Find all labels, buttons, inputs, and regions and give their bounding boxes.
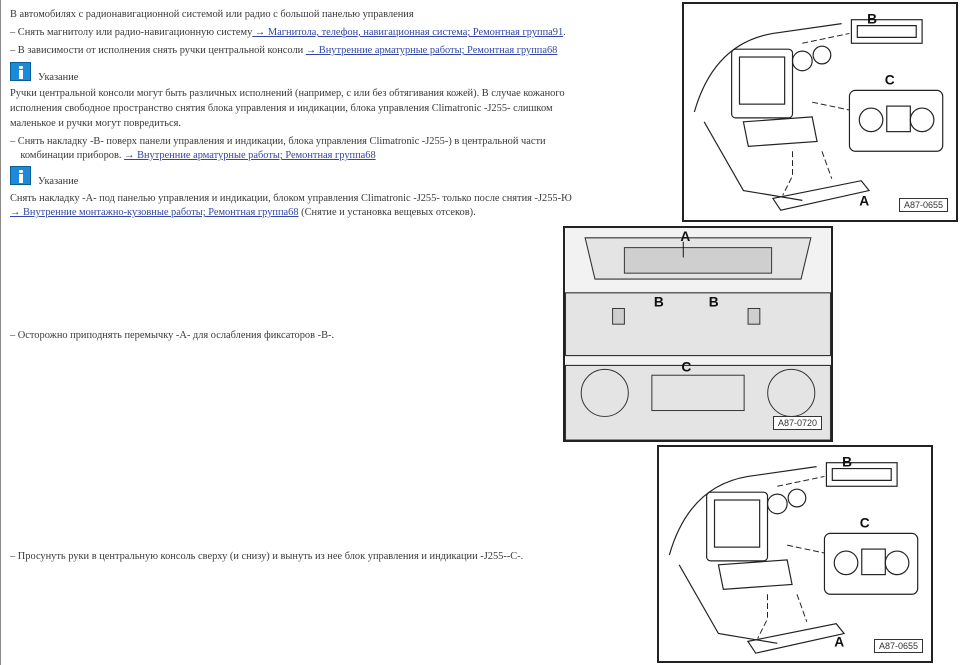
step-pull-unit: – Просунуть руки в центральную консоль сверху (и снизу) и вынуть из нее блок управления и индикации -J255--C-. bbox=[10, 551, 524, 562]
label-c: C bbox=[681, 359, 692, 375]
step-remove-knobs: – В зависимости от исполнения снять ручки центральной консоли → Внутренние арматурные работы; Ремонтная группа68 bbox=[10, 45, 558, 56]
page-left-border bbox=[0, 0, 1, 665]
note-text: Ручки центральной консоли могут быть различных исполнений (например, с или без обтягивания кожей). В случае кожаного bbox=[10, 88, 565, 99]
dash-bridge-drawing bbox=[565, 228, 831, 440]
link-radio-repair-group[interactable]: → Магнитола, телефон, навигационная система; Ремонтная группа91 bbox=[252, 27, 564, 38]
label-b: B bbox=[867, 11, 878, 27]
note-text: Снять накладку -A- под панелью управления и индикации, блоком управления Climatronic -J255- только после снятия -J255-Ю bbox=[10, 193, 572, 204]
label-b: B bbox=[708, 294, 719, 310]
label-a: A bbox=[834, 634, 845, 650]
label-a: A bbox=[859, 193, 870, 209]
note-label: Указание bbox=[38, 176, 79, 187]
label-a: A bbox=[680, 228, 691, 244]
note-text: исполнения свободное пространство снятия блока управления и индикации, блока управления Climatronic -J255- слишком bbox=[10, 103, 553, 114]
link-interior-trim-group[interactable]: → Внутренние арматурные работы; Ремонтная группа68 bbox=[124, 150, 376, 161]
figure-console-exploded-bottom bbox=[657, 445, 933, 663]
intro-text: В автомобилях с радионавигационной системой или радио с большой панелью управления bbox=[10, 9, 414, 20]
step-remove-cover-b-cont: комбинации приборов. → Внутренние арматурные работы; Ремонтная группа68 bbox=[10, 150, 376, 161]
figure-code: A87-0720 bbox=[773, 416, 822, 430]
console-exploded-drawing bbox=[684, 4, 956, 220]
step-remove-radio: – Снять магнитолу или радио-навигационную систему → Магнитола, телефон, навигационная система; Ремонтная группа91. bbox=[10, 27, 566, 38]
link-interior-trim-group[interactable]: → Внутренние арматурные работы; Ремонтная группа68 bbox=[305, 45, 558, 56]
figure-code: A87-0655 bbox=[899, 198, 948, 212]
step-remove-cover-b: – Снять накладку -B- поверх панели управления и индикации, блока управления Climatronic -J255-) в центральной части bbox=[10, 136, 546, 147]
info-icon bbox=[10, 166, 31, 185]
figure-dash-bridge bbox=[563, 226, 833, 442]
label-c: C bbox=[859, 515, 870, 531]
step-text: – Снять магнитолу или радио-навигационную систему bbox=[10, 27, 253, 38]
note-label: Указание bbox=[38, 72, 79, 83]
label-c: C bbox=[884, 72, 895, 88]
note-text: маленькое и ручки могут повредиться. bbox=[10, 118, 182, 129]
console-exploded-drawing bbox=[659, 447, 931, 661]
info-icon bbox=[10, 62, 31, 81]
step-lift-bridge: – Осторожно приподнять перемычку -A- для ослабления фиксаторов -B-. bbox=[10, 330, 335, 341]
note-text-cont: → Внутренние монтажно-кузовные работы; Ремонтная группа68 (Снятие и установка вещевых отсеков). bbox=[10, 207, 476, 218]
link-body-work-group[interactable]: → Внутренние монтажно-кузовные работы; Ремонтная группа68 bbox=[10, 207, 299, 218]
label-b: B bbox=[653, 294, 664, 310]
figure-console-exploded-top bbox=[682, 2, 958, 222]
figure-code: A87-0655 bbox=[874, 639, 923, 653]
label-b: B bbox=[842, 454, 853, 470]
